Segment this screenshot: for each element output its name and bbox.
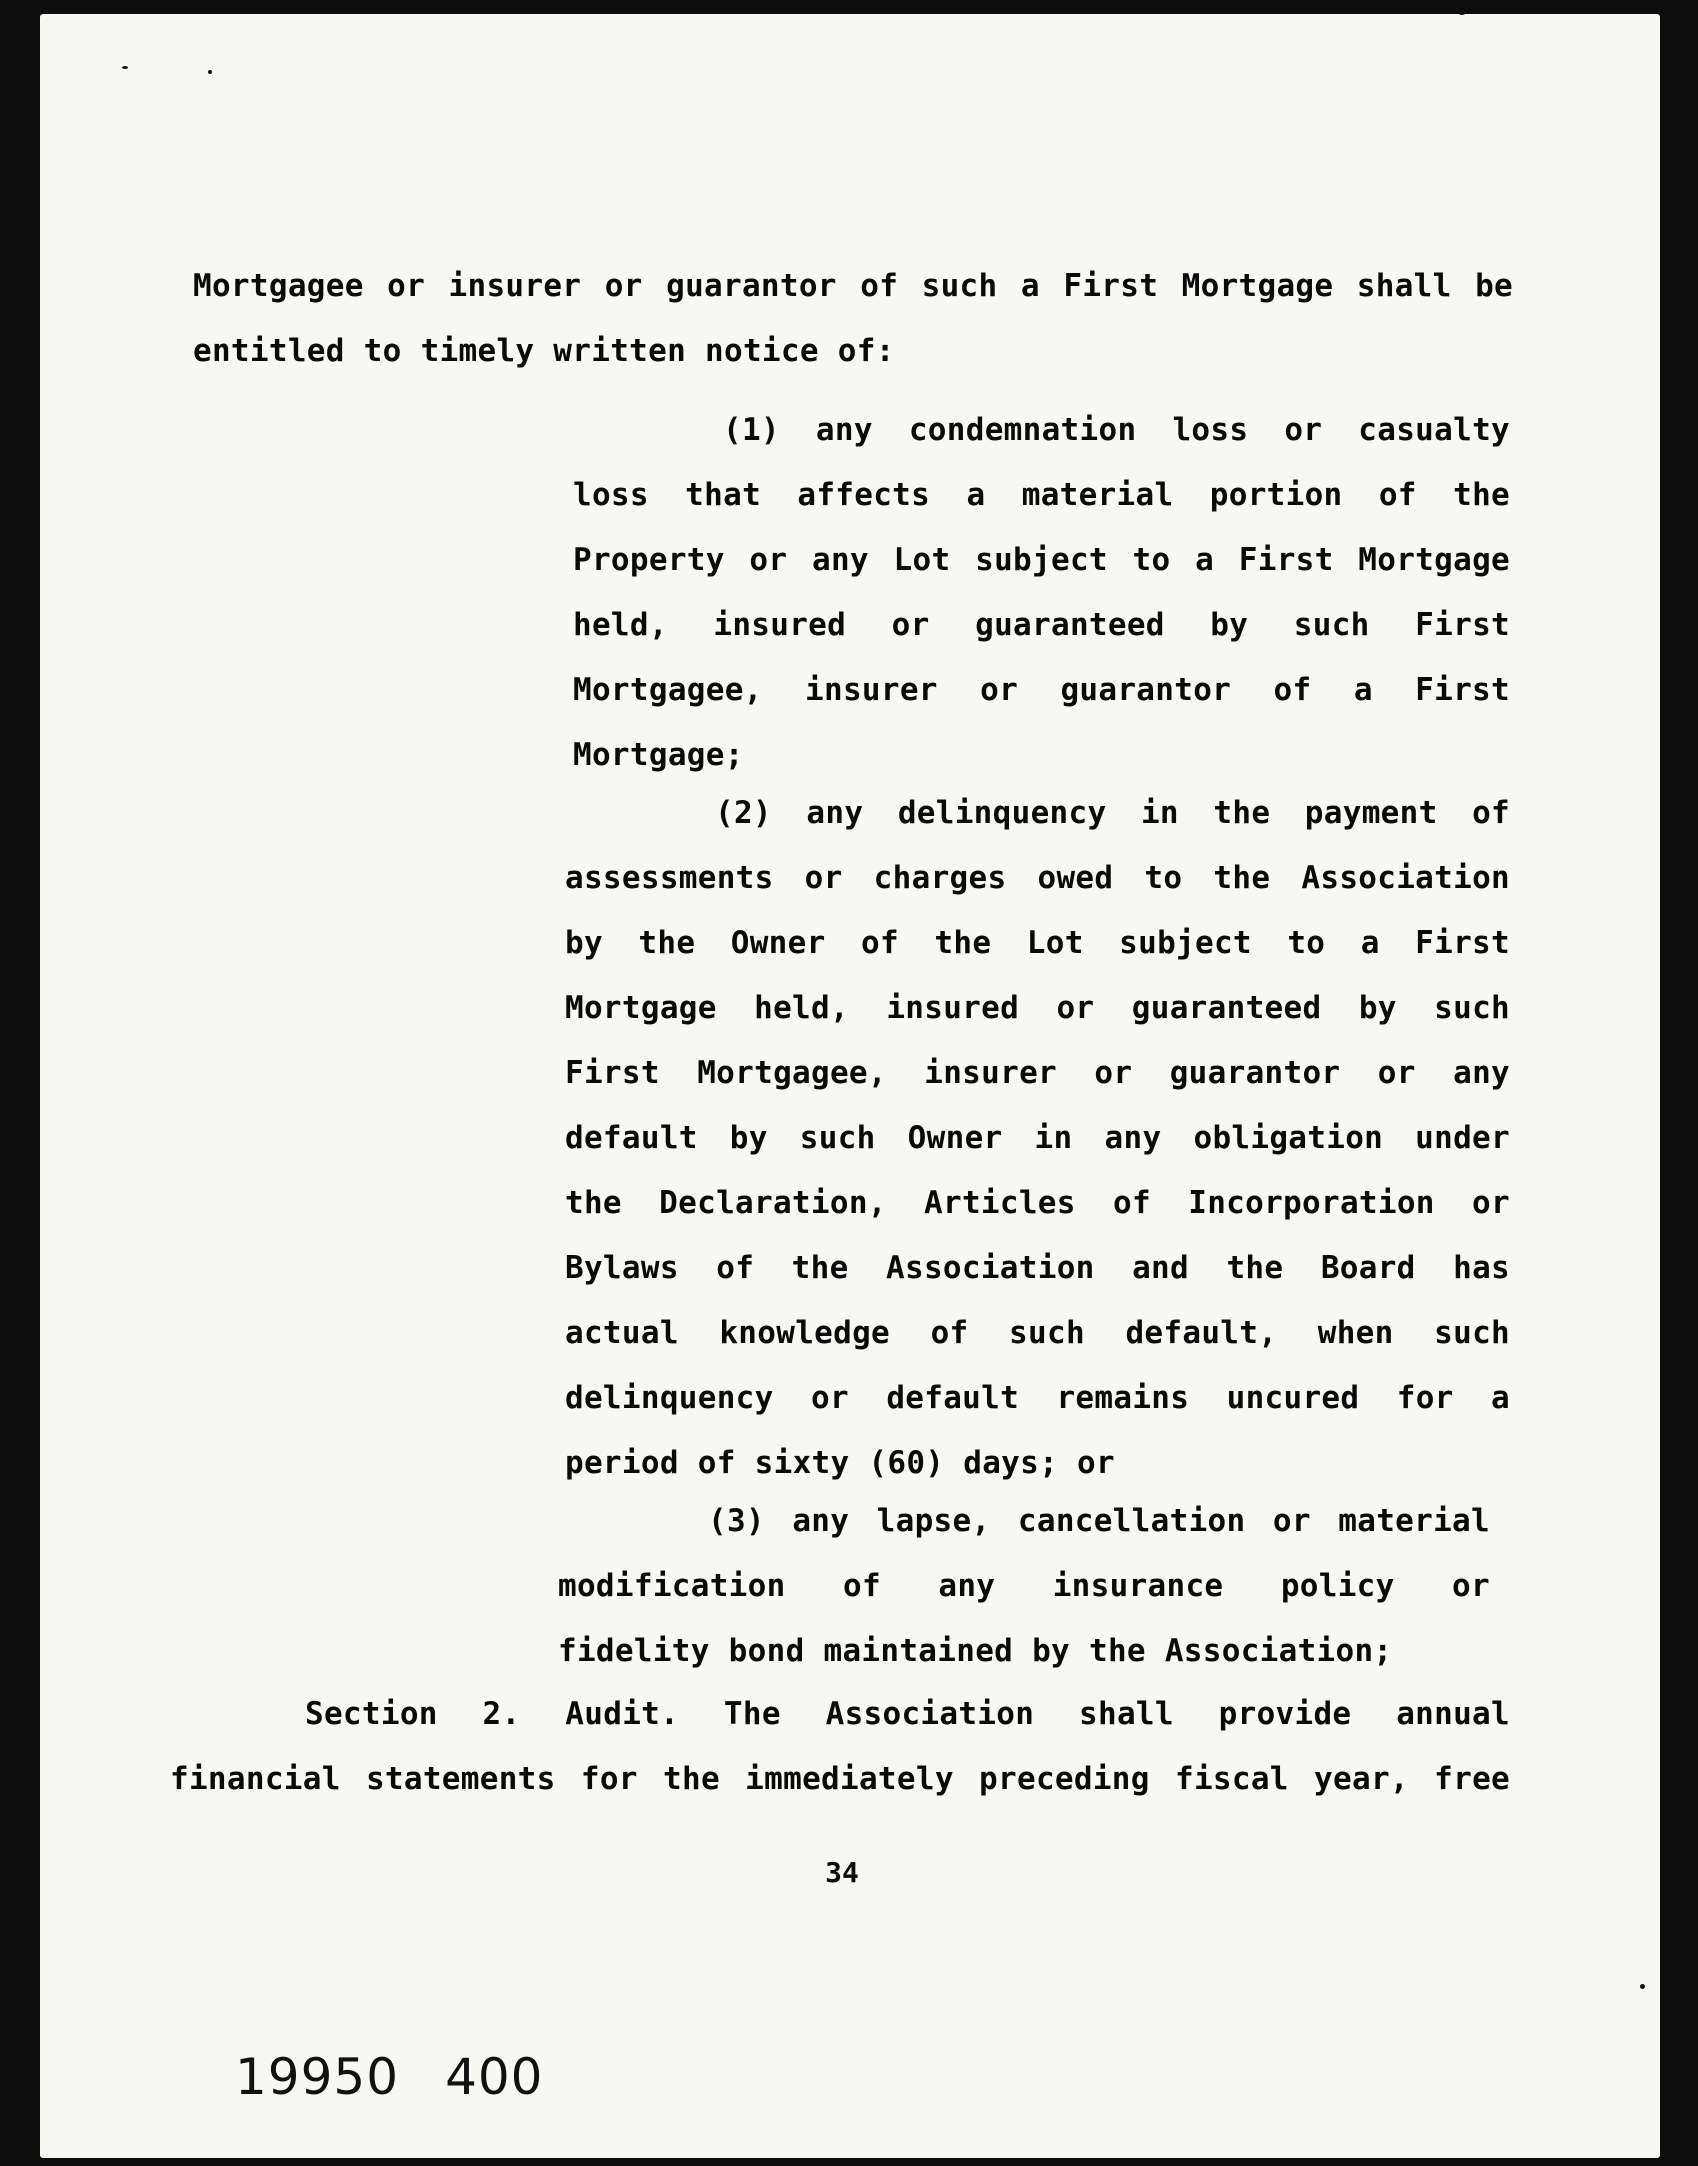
item-line: delinquency or default remains uncured for a (565, 1380, 1510, 1416)
item-line: the Declaration, Articles of Incorporation or (565, 1185, 1510, 1221)
item-line: (3) any lapse, cancellation or material (708, 1503, 1490, 1539)
item-line: modification of any insurance policy or (558, 1568, 1490, 1604)
section-line: financial statements for the immediately preceding fiscal year, free (170, 1761, 1510, 1797)
intro-line: Mortgagee or insurer or guarantor of such a First Mortgage shall be (193, 268, 1513, 304)
item-line: period of sixty (60) days; or (565, 1445, 1115, 1481)
item-line: Mortgage held, insured or guaranteed by such (565, 990, 1510, 1026)
document-id-part: 400 (445, 2048, 544, 2106)
item-line: default by such Owner in any obligation under (565, 1120, 1510, 1156)
section-2-audit (170, 1682, 1510, 1812)
item-line: First Mortgagee, insurer or guarantor or any (565, 1055, 1510, 1091)
item-line: fidelity bond maintained by the Association; (558, 1633, 1393, 1669)
item-line: by the Owner of the Lot subject to a First (565, 925, 1510, 961)
document-id-part: 19950 (235, 2048, 400, 2106)
scan-speck (1640, 1984, 1645, 1989)
item-line: actual knowledge of such default, when such (565, 1315, 1510, 1351)
scan-speck (1458, 10, 1466, 15)
document-id (235, 2048, 590, 2106)
item-line: Property or any Lot subject to a First Mortgage (573, 542, 1510, 578)
item-line: (2) any delinquency in the payment of (715, 795, 1510, 831)
item-line: Bylaws of the Association and the Board has (565, 1250, 1510, 1286)
intro-line: entitled to timely written notice of: (193, 333, 895, 369)
intro-paragraph (193, 254, 1513, 384)
item-line: Mortgage; (573, 737, 744, 773)
item-line: assessments or charges owed to the Association (565, 860, 1510, 896)
section-line: Section 2. Audit. The Association shall provide annual (305, 1696, 1510, 1732)
item-line: loss that affects a material portion of the (573, 477, 1510, 513)
item-line: Mortgagee, insurer or guarantor of a First (573, 672, 1510, 708)
scan-speck (208, 70, 212, 74)
scan-speck (122, 66, 128, 69)
item-line: held, insured or guaranteed by such First (573, 607, 1510, 643)
notice-item-1 (573, 398, 1510, 788)
notice-item-2 (565, 781, 1510, 1496)
notice-item-3 (558, 1489, 1490, 1684)
item-line: (1) any condemnation loss or casualty (723, 412, 1510, 448)
page-number: 34 (825, 1856, 859, 1889)
